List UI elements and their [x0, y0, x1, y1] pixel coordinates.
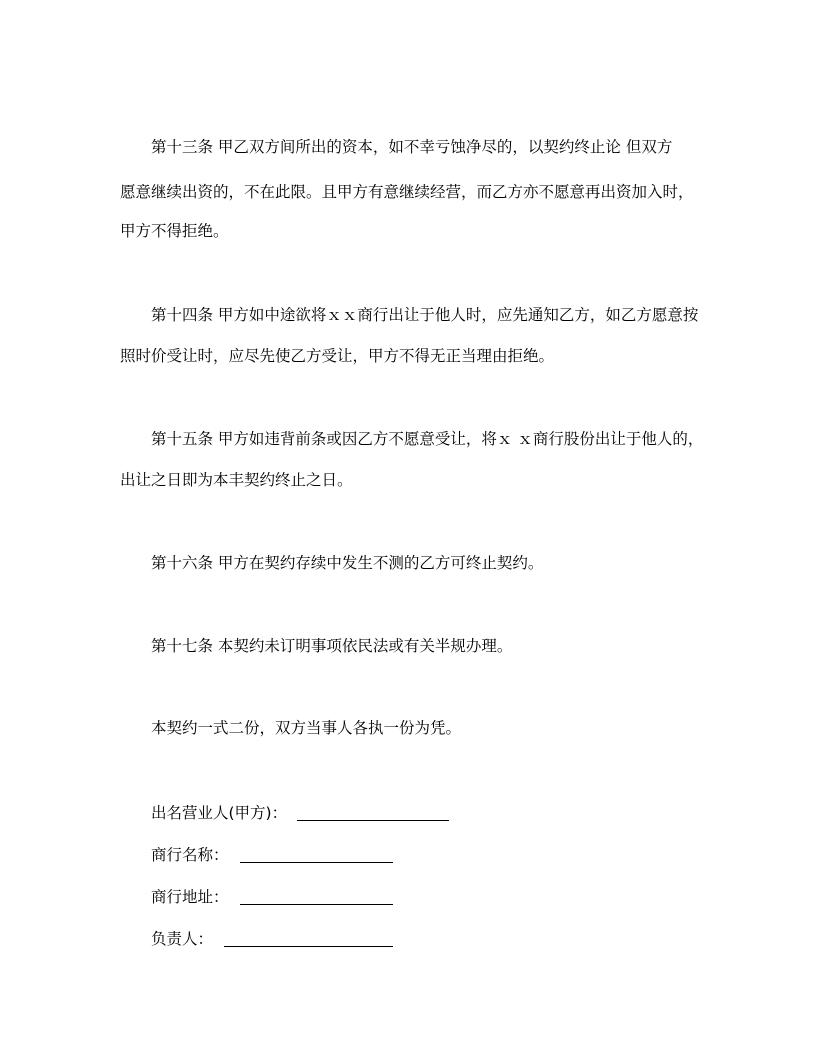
shop-name-label: 商行名称： [151, 846, 229, 864]
party-a-signature-line [297, 820, 449, 821]
copies-statement: 本契约一式二份，双方当事人各执一份为凭。 [151, 719, 462, 737]
article-13-line-3: 甲方不得拒绝。 [120, 222, 229, 240]
article-15-line-1: 第十五条 甲方如违背前条或因乙方不愿意受让，将ｘ ｘ商行股份出让于他人的， [151, 430, 704, 448]
party-a-label: 出名营业人(甲方)： [151, 804, 288, 822]
article-14-line-2: 照时价受让时，应尽先使乙方受让，甲方不得无正当理由拒绝。 [120, 347, 555, 365]
article-16-line-1: 第十六条 甲方在契约存续中发生不测的乙方可终止契约。 [151, 554, 544, 572]
article-14-line-1: 第十四条 甲方如中途欲将ｘｘ商行出让于他人时，应先通知乙方，如乙方愿意按 [151, 306, 699, 324]
person-in-charge-blank-line [224, 946, 393, 947]
person-in-charge-label: 负责人： [151, 930, 214, 948]
article-13-line-2: 愿意继续出资的，不在此限。且甲方有意继续经营，而乙方亦不愿意再出资加入时， [120, 183, 694, 201]
shop-address-blank-line [240, 904, 393, 905]
article-13-line-1: 第十三条 甲乙双方间所出的资本，如不幸亏蚀净尽的，以契约终止论 但双方 [151, 138, 673, 156]
article-15-line-2: 出让之日即为本丰契约终止之日。 [120, 471, 353, 489]
shop-name-blank-line [240, 862, 393, 863]
shop-address-label: 商行地址： [151, 888, 229, 906]
article-17-line-1: 第十七条 本契约未订明事项依民法或有关半规办理。 [151, 637, 513, 655]
